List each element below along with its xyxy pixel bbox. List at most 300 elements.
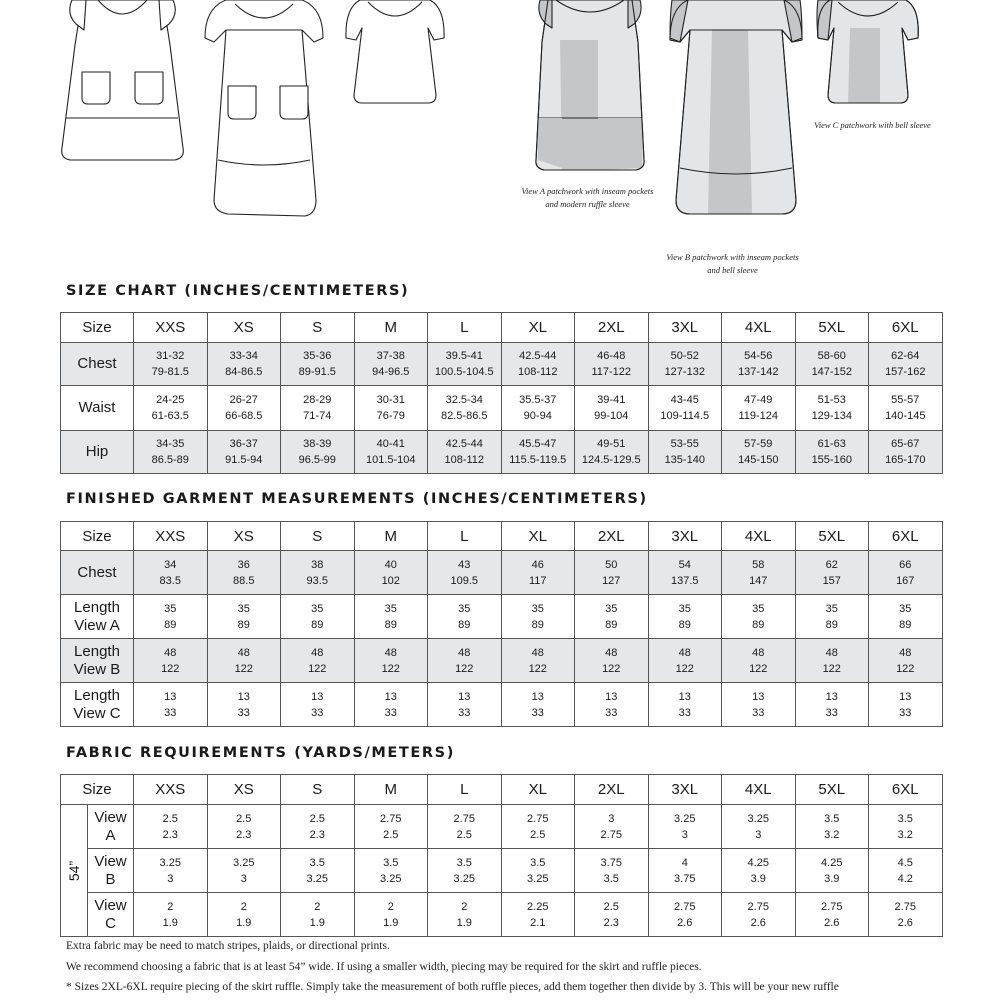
imperial-value: 2.5 <box>162 812 178 825</box>
size-header: XXS <box>134 313 208 343</box>
imperial-value: 48 <box>678 646 691 659</box>
value-cell <box>575 639 649 683</box>
imperial-value: 49-51 <box>597 438 626 450</box>
metric-value: 2.3 <box>162 828 178 841</box>
metric-value: 124.5-129.5 <box>581 454 641 466</box>
metric-value: 3.5 <box>603 872 619 885</box>
value-cell <box>281 683 355 727</box>
metric-value: 3.25 <box>306 872 328 885</box>
value-cell <box>134 343 208 386</box>
metric-value: 3.25 <box>453 872 475 885</box>
value-cell <box>575 893 649 937</box>
finished-measurements-title: FINISHED GARMENT MEASUREMENTS (INCHES/CENTIMETERS) <box>66 491 648 507</box>
size-header: M <box>354 313 428 343</box>
imperial-value: 13 <box>164 690 177 703</box>
size-header: XL <box>501 775 575 805</box>
value-cell <box>722 805 796 849</box>
value-cell <box>575 431 649 474</box>
metric-value: 3 <box>681 828 688 841</box>
metric-value: 76-79 <box>376 410 405 422</box>
imperial-value: 13 <box>311 690 324 703</box>
metric-value: 2.5 <box>456 828 472 841</box>
row-label: View A <box>88 805 134 849</box>
metric-value: 2.6 <box>750 916 766 929</box>
imperial-value: 35 <box>899 602 912 615</box>
imperial-value: 39-41 <box>597 394 626 406</box>
imperial-value: 3.5 <box>456 856 472 869</box>
metric-value: 122 <box>528 662 547 675</box>
imperial-value: 46-48 <box>597 350 626 362</box>
imperial-value: 35-36 <box>303 350 332 362</box>
imperial-value: 38-39 <box>303 438 332 450</box>
metric-value: 33 <box>678 706 691 719</box>
value-cell <box>281 431 355 474</box>
value-cell <box>501 683 575 727</box>
imperial-value: 32.5-34 <box>445 394 483 406</box>
size-header: XL <box>501 313 575 343</box>
metric-value: 122 <box>308 662 327 675</box>
value-cell <box>722 849 796 893</box>
imperial-value: 26-27 <box>229 394 258 406</box>
value-cell <box>575 683 649 727</box>
imperial-value: 42.5-44 <box>519 350 557 362</box>
value-cell <box>575 805 649 849</box>
metric-value: 2.5 <box>530 828 546 841</box>
value-cell <box>869 595 943 639</box>
metric-value: 137.5 <box>670 574 699 587</box>
imperial-value: 2 <box>314 900 321 913</box>
imperial-value: 54-56 <box>744 350 773 362</box>
metric-value: 102 <box>381 574 400 587</box>
value-cell <box>869 805 943 849</box>
header-row <box>61 775 943 805</box>
imperial-value: 31-32 <box>156 350 185 362</box>
imperial-value: 2 <box>240 900 247 913</box>
size-label: Size <box>61 775 134 805</box>
value-cell <box>501 849 575 893</box>
caption-view-c: View C patchwork with bell sleeve <box>814 120 931 130</box>
value-cell <box>428 893 502 937</box>
value-cell <box>207 386 281 431</box>
value-cell <box>281 805 355 849</box>
table-row <box>61 893 943 937</box>
metric-value: 89 <box>605 618 618 631</box>
value-cell <box>501 431 575 474</box>
imperial-value: 3.25 <box>747 812 769 825</box>
size-chart-title: SIZE CHART (INCHES/CENTIMETERS) <box>66 283 410 299</box>
note-fabric-width: We recommend choosing a fabric that is at least 54” wide. If using a smaller width, piecing may be required for the skirt and ruffle pieces. <box>66 961 702 973</box>
metric-value: 82.5-86.5 <box>441 410 488 422</box>
metric-value: 129-134 <box>811 410 852 422</box>
imperial-value: 3.5 <box>530 856 546 869</box>
imperial-value: 51-53 <box>817 394 846 406</box>
imperial-value: 13 <box>237 690 250 703</box>
value-cell <box>575 343 649 386</box>
value-cell <box>354 386 428 431</box>
imperial-value: 2 <box>387 900 394 913</box>
value-cell <box>501 639 575 683</box>
metric-value: 96.5-99 <box>298 454 336 466</box>
value-cell <box>795 386 869 431</box>
value-cell <box>134 551 208 595</box>
size-header: L <box>428 775 502 805</box>
imperial-value: 48 <box>164 646 177 659</box>
value-cell <box>795 639 869 683</box>
value-cell <box>207 849 281 893</box>
imperial-value: 3.25 <box>159 856 181 869</box>
imperial-value: 4.25 <box>747 856 769 869</box>
imperial-value: 47-49 <box>744 394 773 406</box>
metric-value: 33 <box>605 706 618 719</box>
imperial-value: 62 <box>825 558 838 571</box>
metric-value: 89 <box>237 618 250 631</box>
metric-value: 122 <box>234 662 253 675</box>
metric-value: 2.6 <box>677 916 693 929</box>
row-label: Chest <box>61 551 134 595</box>
value-cell <box>207 595 281 639</box>
metric-value: 147-152 <box>811 366 852 378</box>
metric-value: 2.1 <box>530 916 546 929</box>
metric-value: 122 <box>455 662 474 675</box>
imperial-value: 2.5 <box>603 900 619 913</box>
metric-value: 100.5-104.5 <box>434 366 494 378</box>
header-row <box>61 522 943 551</box>
view-b-line-drawing <box>205 0 323 216</box>
value-cell <box>134 386 208 431</box>
value-cell <box>722 386 796 431</box>
imperial-value: 33-34 <box>229 350 258 362</box>
value-cell <box>501 343 575 386</box>
value-cell <box>428 849 502 893</box>
table-row <box>61 805 943 849</box>
imperial-value: 50-52 <box>670 350 699 362</box>
imperial-value: 2.75 <box>527 812 549 825</box>
metric-value: 86.5-89 <box>151 454 189 466</box>
value-cell <box>428 386 502 431</box>
value-cell <box>869 343 943 386</box>
value-cell <box>722 639 796 683</box>
metric-value: 4.2 <box>897 872 913 885</box>
value-cell <box>722 551 796 595</box>
metric-value: 89 <box>899 618 912 631</box>
value-cell <box>501 893 575 937</box>
row-label: Waist <box>61 386 134 431</box>
table-row <box>61 551 943 595</box>
table-row <box>61 683 943 727</box>
size-header: 3XL <box>648 522 722 551</box>
imperial-value: 66 <box>899 558 912 571</box>
imperial-value: 2.5 <box>309 812 325 825</box>
size-label: Size <box>61 313 134 343</box>
value-cell <box>869 639 943 683</box>
value-cell <box>648 849 722 893</box>
size-header: S <box>281 522 355 551</box>
garment-illustrations <box>0 0 1000 280</box>
value-cell <box>281 639 355 683</box>
metric-value: 89 <box>678 618 691 631</box>
row-label: Length View C <box>61 683 134 727</box>
row-label: View B <box>88 849 134 893</box>
size-header: S <box>281 775 355 805</box>
imperial-value: 35 <box>678 602 691 615</box>
size-header: 5XL <box>795 522 869 551</box>
value-cell <box>134 849 208 893</box>
value-cell <box>354 431 428 474</box>
metric-value: 94-96.5 <box>372 366 410 378</box>
metric-value: 122 <box>381 662 400 675</box>
imperial-value: 65-67 <box>891 438 920 450</box>
metric-value: 2.6 <box>824 916 840 929</box>
row-label: Chest <box>61 343 134 386</box>
value-cell <box>428 805 502 849</box>
value-cell <box>869 431 943 474</box>
value-cell <box>648 343 722 386</box>
metric-value: 122 <box>822 662 841 675</box>
imperial-value: 4.25 <box>821 856 843 869</box>
metric-value: 167 <box>896 574 915 587</box>
value-cell <box>354 683 428 727</box>
imperial-value: 48 <box>899 646 912 659</box>
metric-value: 33 <box>531 706 544 719</box>
metric-value: 99-104 <box>594 410 629 422</box>
metric-value: 122 <box>161 662 180 675</box>
size-header: 5XL <box>795 313 869 343</box>
metric-value: 33 <box>311 706 324 719</box>
metric-value: 33 <box>384 706 397 719</box>
value-cell <box>134 805 208 849</box>
value-cell <box>428 343 502 386</box>
metric-value: 88.5 <box>233 574 255 587</box>
metric-value: 115.5-119.5 <box>509 454 567 466</box>
imperial-value: 2 <box>461 900 468 913</box>
imperial-value: 35 <box>825 602 838 615</box>
imperial-value: 2.75 <box>453 812 475 825</box>
imperial-value: 2.5 <box>236 812 252 825</box>
metric-value: 1.9 <box>309 916 325 929</box>
size-header: XS <box>207 522 281 551</box>
size-header: S <box>281 313 355 343</box>
value-cell <box>648 431 722 474</box>
value-cell <box>428 639 502 683</box>
imperial-value: 35 <box>531 602 544 615</box>
value-cell <box>869 386 943 431</box>
metric-value: 122 <box>675 662 694 675</box>
metric-value: 119-124 <box>738 410 779 422</box>
metric-value: 89 <box>752 618 765 631</box>
metric-value: 122 <box>896 662 915 675</box>
value-cell <box>795 551 869 595</box>
imperial-value: 35 <box>164 602 177 615</box>
size-header: 4XL <box>722 775 796 805</box>
imperial-value: 3.5 <box>309 856 325 869</box>
metric-value: 89 <box>458 618 471 631</box>
value-cell <box>134 431 208 474</box>
imperial-value: 34-35 <box>156 438 185 450</box>
metric-value: 1.9 <box>456 916 472 929</box>
value-cell <box>207 683 281 727</box>
table-row <box>61 343 943 386</box>
imperial-value: 46 <box>531 558 544 571</box>
metric-value: 117-122 <box>591 366 632 378</box>
fabric-width-label <box>61 805 88 937</box>
value-cell <box>648 805 722 849</box>
imperial-value: 13 <box>899 690 912 703</box>
value-cell <box>869 683 943 727</box>
value-cell <box>207 893 281 937</box>
metric-value: 93.5 <box>306 574 328 587</box>
metric-value: 91.5-94 <box>225 454 263 466</box>
size-header: XS <box>207 775 281 805</box>
metric-value: 122 <box>749 662 768 675</box>
value-cell <box>575 849 649 893</box>
value-cell <box>648 386 722 431</box>
value-cell <box>281 849 355 893</box>
metric-value: 157-162 <box>885 366 926 378</box>
size-header: 4XL <box>722 313 796 343</box>
metric-value: 33 <box>237 706 250 719</box>
fabric-requirements-title: FABRIC REQUIREMENTS (YARDS/METERS) <box>66 745 455 761</box>
value-cell <box>281 343 355 386</box>
metric-value: 89 <box>164 618 177 631</box>
value-cell <box>428 683 502 727</box>
note-directional-prints: Extra fabric may be need to match stripes, plaids, or directional prints. <box>66 940 390 952</box>
metric-value: 79-81.5 <box>151 366 189 378</box>
metric-value: 1.9 <box>162 916 178 929</box>
value-cell <box>722 595 796 639</box>
imperial-value: 28-29 <box>303 394 332 406</box>
value-cell <box>354 639 428 683</box>
imperial-value: 13 <box>678 690 691 703</box>
value-cell <box>354 893 428 937</box>
metric-value: 83.5 <box>159 574 181 587</box>
table-row <box>61 849 943 893</box>
view-a-patchwork <box>536 0 644 170</box>
metric-value: 66-68.5 <box>225 410 263 422</box>
size-header: 6XL <box>869 313 943 343</box>
value-cell <box>648 551 722 595</box>
metric-value: 84-86.5 <box>225 366 263 378</box>
metric-value: 3 <box>755 828 762 841</box>
value-cell <box>354 343 428 386</box>
metric-value: 89 <box>825 618 838 631</box>
row-label: Length View B <box>61 639 134 683</box>
imperial-value: 58-60 <box>817 350 846 362</box>
imperial-value: 62-64 <box>891 350 920 362</box>
value-cell <box>134 639 208 683</box>
imperial-value: 34 <box>164 558 177 571</box>
size-header: 5XL <box>795 775 869 805</box>
value-cell <box>207 551 281 595</box>
value-cell <box>722 343 796 386</box>
metric-value: 3 <box>167 872 174 885</box>
metric-value: 33 <box>825 706 838 719</box>
imperial-value: 54 <box>678 558 691 571</box>
imperial-value: 35.5-37 <box>519 394 557 406</box>
imperial-value: 40-41 <box>376 438 405 450</box>
metric-value: 61-63.5 <box>151 410 189 422</box>
row-label: Hip <box>61 431 134 474</box>
value-cell <box>134 683 208 727</box>
metric-value: 33 <box>458 706 471 719</box>
metric-value: 1.9 <box>236 916 252 929</box>
imperial-value: 35 <box>384 602 397 615</box>
value-cell <box>722 683 796 727</box>
imperial-value: 36-37 <box>229 438 258 450</box>
metric-value: 71-74 <box>303 410 332 422</box>
header-row <box>61 313 943 343</box>
row-label: View C <box>88 893 134 937</box>
imperial-value: 3.5 <box>383 856 399 869</box>
metric-value: 33 <box>164 706 177 719</box>
value-cell <box>795 805 869 849</box>
imperial-value: 43 <box>458 558 471 571</box>
value-cell <box>281 551 355 595</box>
value-cell <box>575 595 649 639</box>
metric-value: 157 <box>822 574 841 587</box>
imperial-value: 48 <box>237 646 250 659</box>
metric-value: 2.3 <box>603 916 619 929</box>
imperial-value: 48 <box>752 646 765 659</box>
metric-value: 89 <box>311 618 324 631</box>
value-cell <box>501 386 575 431</box>
value-cell <box>722 431 796 474</box>
metric-value: 3.2 <box>897 828 913 841</box>
metric-value: 3.2 <box>824 828 840 841</box>
imperial-value: 50 <box>605 558 618 571</box>
view-a-line-drawing <box>62 0 184 160</box>
imperial-value: 48 <box>605 646 618 659</box>
table-row <box>61 639 943 683</box>
size-header: 2XL <box>575 775 649 805</box>
value-cell <box>207 805 281 849</box>
value-cell <box>795 683 869 727</box>
imperial-value: 13 <box>458 690 471 703</box>
imperial-value: 35 <box>237 602 250 615</box>
metric-value: 108-112 <box>444 454 485 466</box>
size-label: Size <box>61 522 134 551</box>
metric-value: 137-142 <box>738 366 779 378</box>
value-cell <box>428 595 502 639</box>
metric-value: 127 <box>602 574 621 587</box>
imperial-value: 40 <box>384 558 397 571</box>
metric-value: 33 <box>752 706 765 719</box>
metric-value: 3.9 <box>824 872 840 885</box>
metric-value: 145-150 <box>738 454 779 466</box>
size-header: 2XL <box>575 313 649 343</box>
imperial-value: 3.5 <box>824 812 840 825</box>
value-cell <box>281 595 355 639</box>
value-cell <box>281 893 355 937</box>
metric-value: 155-160 <box>811 454 852 466</box>
metric-value: 89-91.5 <box>298 366 336 378</box>
imperial-value: 57-59 <box>744 438 773 450</box>
metric-value: 3.75 <box>674 872 696 885</box>
value-cell <box>648 893 722 937</box>
value-cell <box>575 551 649 595</box>
metric-value: 2.3 <box>309 828 325 841</box>
row-label: Length View A <box>61 595 134 639</box>
note-ruffle-piecing: * Sizes 2XL-6XL require piecing of the skirt ruffle. Simply take the measurement of both ruffle pieces, add them together then divide by 3. This will be your new ruffle <box>66 981 839 993</box>
imperial-value: 43-45 <box>670 394 699 406</box>
imperial-value: 30-31 <box>376 394 405 406</box>
value-cell <box>501 551 575 595</box>
value-cell <box>869 551 943 595</box>
metric-value: 101.5-104 <box>365 454 416 466</box>
metric-value: 135-140 <box>664 454 705 466</box>
table-row <box>61 431 943 474</box>
size-header: 6XL <box>869 522 943 551</box>
imperial-value: 48 <box>311 646 324 659</box>
